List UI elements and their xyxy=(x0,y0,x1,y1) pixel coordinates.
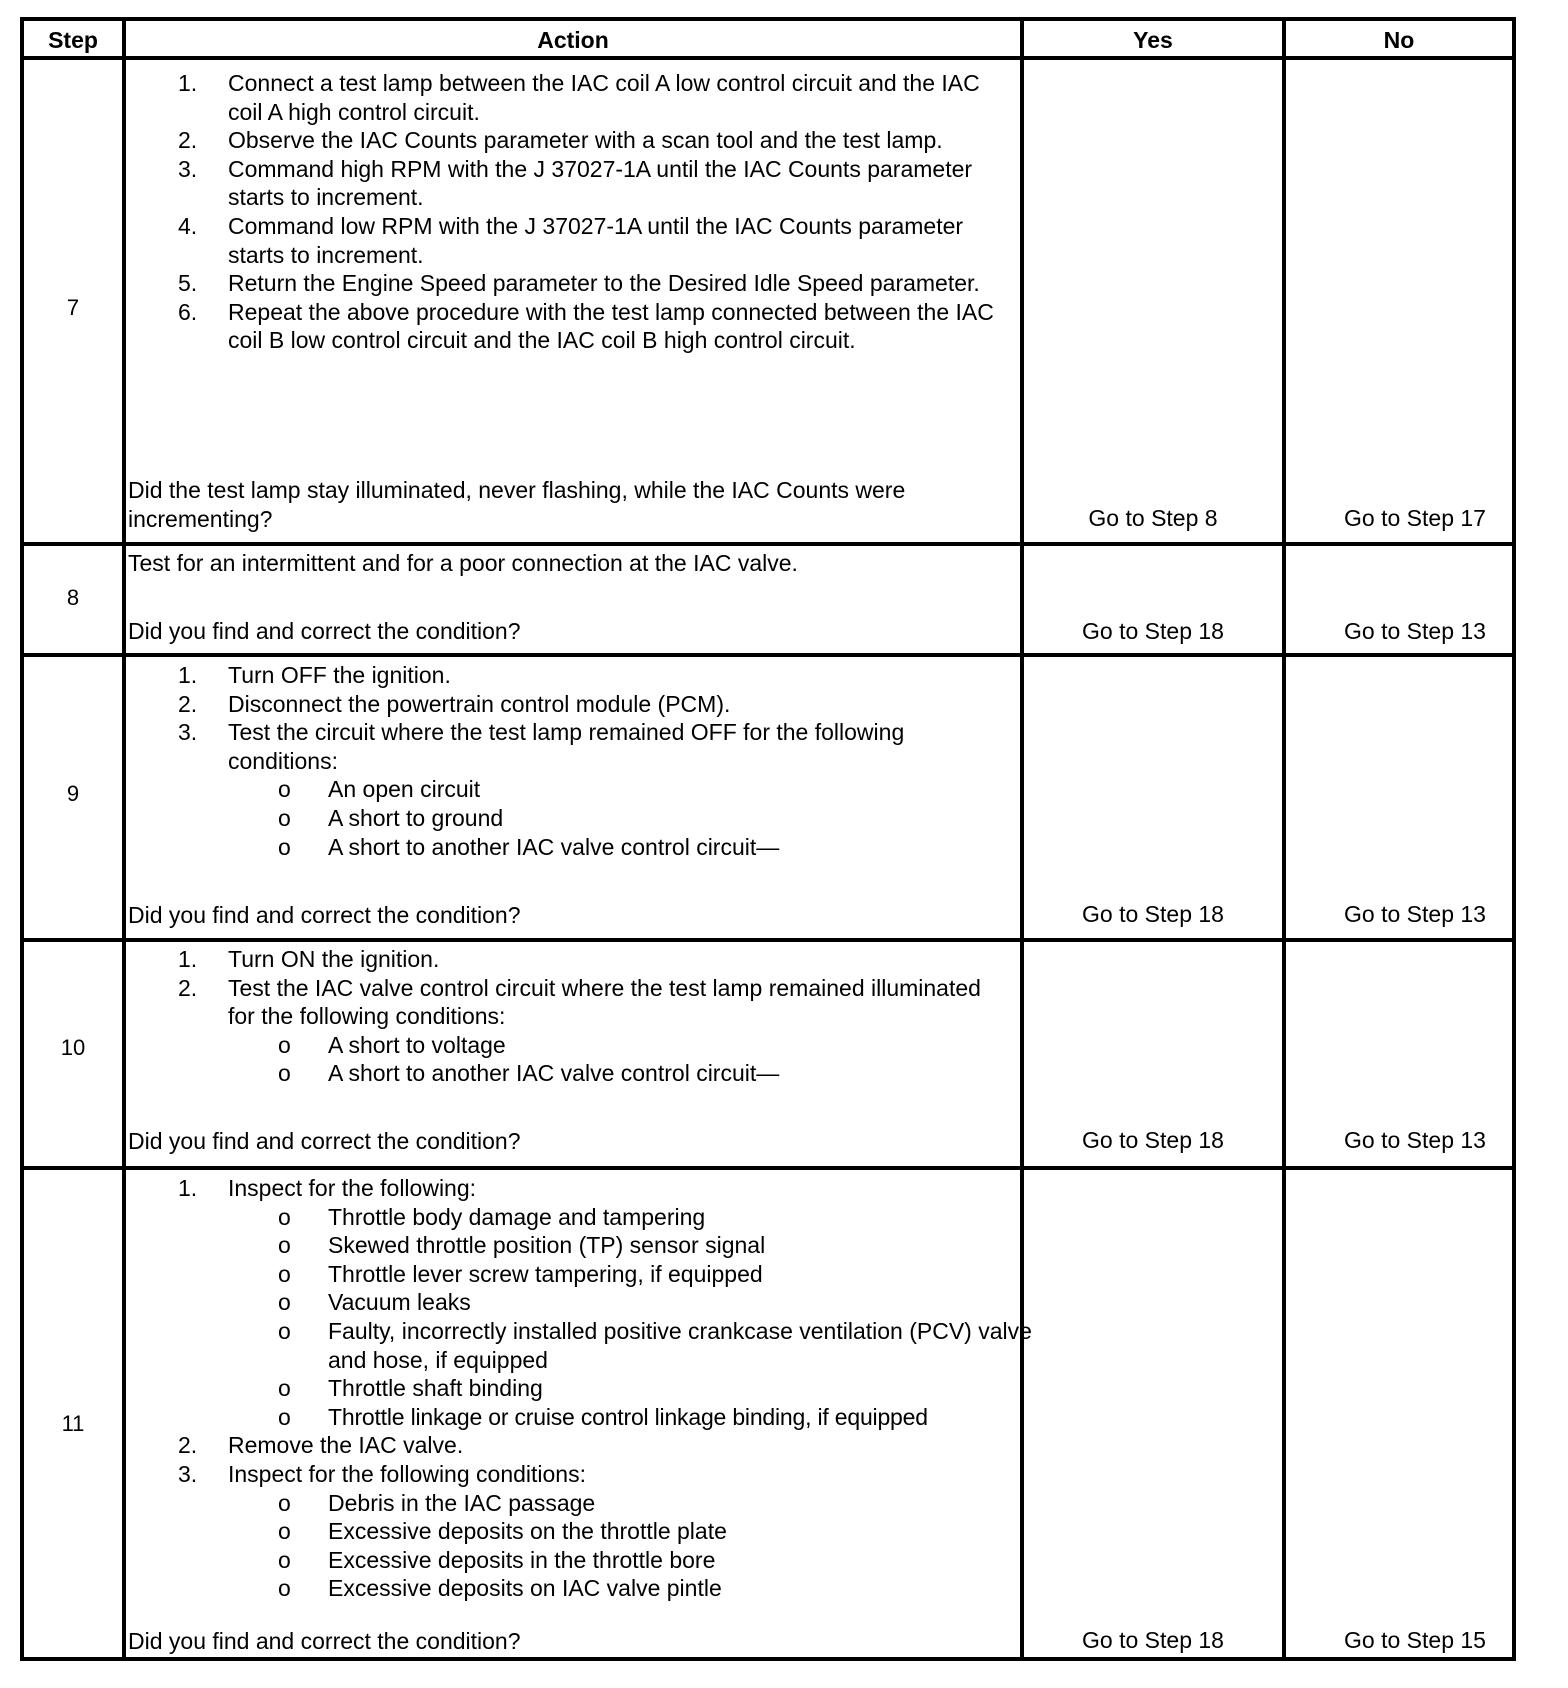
question: Did the test lamp stay illuminated, never flashing, while the IAC Counts were incrementing? xyxy=(128,477,906,532)
sub-list-item: o Excessive deposits on IAC valve pintle xyxy=(278,1575,722,1602)
list-item: 3. Command high RPM with the J 37027-1A until the IAC Counts parameter starts to increment. xyxy=(178,155,973,211)
no-result: Go to Step 13 xyxy=(1344,901,1486,927)
yes-result: Go to Step 18 xyxy=(1082,618,1224,644)
yes-result: Go to Step 18 xyxy=(1082,1627,1224,1653)
action-list xyxy=(128,945,1013,1088)
header-action: Action xyxy=(537,27,609,53)
sub-list-item: o Vacuum leaks xyxy=(278,1289,471,1316)
sub-list-item: o Faulty, incorrectly installed positive crankcase ventilation (PCV) valve and hose, if equipped xyxy=(278,1317,1032,1373)
yes-result: Go to Step 18 xyxy=(1082,1127,1224,1153)
list-item: 1. Connect a test lamp between the IAC coil A low control circuit and the IAC coil A high control circuit. xyxy=(178,70,980,125)
step-number: 8 xyxy=(66,585,80,610)
sub-list-item: o Throttle lever screw tampering, if equipped xyxy=(278,1260,763,1287)
list-item: 2. Test the IAC valve control circuit where the test lamp remained illuminated for the following conditions: xyxy=(178,974,981,1030)
list-item: 1. Turn OFF the ignition. xyxy=(178,662,451,688)
header-step: Step xyxy=(48,27,98,53)
sub-list-item: o Skewed throttle position (TP) sensor signal xyxy=(278,1232,766,1259)
yes-result: Go to Step 8 xyxy=(1088,505,1218,531)
list-item: 4. Command low RPM with the J 37027-1A until the IAC Counts parameter starts to increment. xyxy=(178,212,964,268)
action-list xyxy=(128,661,1013,861)
list-item: 3. Test the circuit where the test lamp remained OFF for the following conditions: xyxy=(178,719,905,774)
question: Did you find and correct the condition? xyxy=(128,902,521,928)
sub-list-item: o An open circuit xyxy=(278,776,481,803)
sub-list-item: o Throttle body damage and tampering xyxy=(278,1203,706,1230)
diagnostic-table xyxy=(20,17,1516,1661)
sub-list-item: o Throttle linkage or cruise control linkage binding, if equipped xyxy=(278,1403,928,1430)
no-result: Go to Step 13 xyxy=(1344,1127,1486,1153)
no-result: Go to Step 17 xyxy=(1344,505,1486,531)
row-divider xyxy=(24,56,1512,60)
header-no: No xyxy=(1383,27,1415,53)
question: Did you find and correct the condition? xyxy=(128,1628,521,1654)
list-item: 2. Disconnect the powertrain control module (PCM). xyxy=(178,690,731,717)
sub-list-item: o Excessive deposits on the throttle plate xyxy=(278,1518,727,1545)
list-item: 6. Repeat the above procedure with the test lamp connected between the IAC coil B low control circuit and the IAC coil B high control circuit. xyxy=(178,298,994,354)
intro-text: Test for an intermittent and for a poor connection at the IAC valve. xyxy=(128,550,798,576)
column-divider xyxy=(122,21,126,1657)
list-item: 1. Inspect for the following: xyxy=(178,1175,477,1201)
column-divider xyxy=(1282,21,1286,1657)
no-result: Go to Step 15 xyxy=(1344,1627,1486,1653)
row-divider xyxy=(24,653,1512,657)
no-result: Go to Step 13 xyxy=(1344,618,1486,644)
sub-list-item: o Throttle shaft binding xyxy=(278,1375,543,1402)
action-list xyxy=(128,1174,1033,1603)
sub-list-item: o A short to another IAC valve control circuit— xyxy=(278,1060,780,1087)
sub-list-item: o A short to ground xyxy=(278,804,504,831)
step-number: 9 xyxy=(66,781,80,806)
row-divider xyxy=(24,1166,1512,1170)
list-item: 5. Return the Engine Speed parameter to the Desired Idle Speed parameter. xyxy=(178,270,980,297)
step-number: 10 xyxy=(60,1035,86,1060)
question: Did you find and correct the condition? xyxy=(128,1128,521,1154)
step-number: 7 xyxy=(66,295,80,320)
yes-result: Go to Step 18 xyxy=(1082,901,1224,927)
action-list xyxy=(128,69,1013,355)
question: Did you find and correct the condition? xyxy=(128,618,521,644)
sub-list-item: o Excessive deposits in the throttle bore xyxy=(278,1546,716,1573)
sub-list-item: o A short to voltage xyxy=(278,1031,506,1058)
row-divider xyxy=(24,542,1512,546)
row-divider xyxy=(24,938,1512,942)
sub-list-item: o A short to another IAC valve control circuit— xyxy=(278,833,780,860)
sub-list-item: o Debris in the IAC passage xyxy=(278,1489,596,1516)
list-item: 2. Remove the IAC valve. xyxy=(178,1432,464,1459)
step-number: 11 xyxy=(61,1411,85,1436)
list-item: 1. Turn ON the ignition. xyxy=(178,946,440,972)
list-item: 2. Observe the IAC Counts parameter with a scan tool and the test lamp. xyxy=(178,127,943,154)
list-item: 3. Inspect for the following conditions: xyxy=(178,1460,586,1487)
header-yes: Yes xyxy=(1133,27,1173,53)
